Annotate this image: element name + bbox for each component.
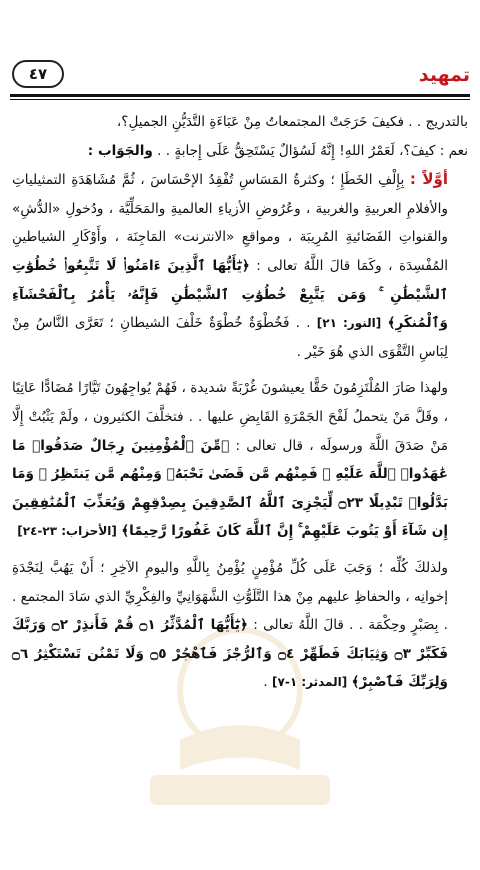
quran-verse-muddaththir: ﴿يَٰٓأَيُّهَا ٱلْمُدَّثِّرُ ۝١ قُمْ فَأَنذِرْ ۝٢ وَرَبَّكَ فَكَبِّرْ ۝٣ وَثِيَابَكَ فَطَهِّرْ ۝٤ وَٱلرُّجْزَ فَٱهْجُرْ ۝٥ وَلَا تَمْنُن تَسْتَكْثِرُ ۝٦ وَلِرَبِّكَ فَٱصْبِرْ﴾ [12, 617, 448, 691]
paragraph-1: بالتدريج . . فكيفَ خَرَجَتْ المجتمعاتُ مِنْ عَبَاءَةِ التَّدَيُّنِ الجميلِ؟، [116, 114, 468, 130]
header-rule-thick [10, 94, 470, 97]
verse-reference-muddaththir: [المدثر: ١-٧] [272, 675, 348, 690]
quran-verse-nur: ﴿يَٰٓأَيُّهَا ٱلَّذِينَ ءَامَنُوا۟ لَا تَتَّبِعُوا۟ خُطُوَٰتِ ٱلشَّيْطَٰنِ ۚ وَمَن يَتَّبِعْ خُطُوَٰتِ ٱلشَّيْطَٰنِ فَإِنَّهُۥ يَأْمُرُ بِٱلْفَحْشَآءِ وَٱلْمُنكَرِ﴾ [12, 257, 448, 332]
page-number: ٤٧ [12, 60, 64, 88]
paragraph-5: ولذلكَ كُلِّه ؛ وَجَبَ عَلَى كُلِّ مُؤْمِنٍ يُؤْمِنُ بِاللَّهِ واليومِ الآخِرِ ؛ أَنْ يَهُبَّ لِنَجْدَةِ إخوانِه ، والحفاظِ عليهم مِنْ هذا التَّلَوُّثِ الشَّهَوَانِيِّ والفِكْرِيِّ الذي سَادَ المجتمع . . بِصَبْرٍ وحِكْمَة . . قالَ اللَّهُ تعالى : ﴿يَٰٓأَيُّهَا ٱلْمُدَّثِّرُ ۝١ قُمْ فَأَنذِرْ ۝٢ وَرَبَّكَ فَكَبِّرْ ۝٣ وَثِيَابَكَ فَطَهِّرْ ۝٤ وَٱلرُّجْزَ فَٱهْجُرْ ۝٥ وَلَا تَمْنُن تَسْتَكْثِرُ ۝٦ وَلِرَبِّكَ فَٱصْبِرْ﴾ [المدثر: ١-٧] . [12, 559, 448, 691]
paragraph-3: أوَّلاً : بِإِلْفِ الخَطَإِ ؛ وكثرةُ المَسَاسِ تُفْقِدُ الإحْسَاسَ ، ثُمَّ مُشَاهَدَةِ التمثيلياتِ والأفلامِ العربيةِ والغربية ، وعُرُوضِ الأزياءِ العالميةِ والمَحَلِّيَّة ، ودُخولِ «الدُّشِ» والقنواتِ الفَضَائيةِ المُرِيبَة ، ومواقعِ «الانترنت» المَاجِنَة ، وأَوْكَارِ الشياطينِ المُفْسِدَة ، وكَمَا قالَ اللَّهُ تعالى : ﴿يَٰٓأَيُّهَا ٱلَّذِينَ ءَامَنُوا۟ لَا تَتَّبِعُوا۟ خُطُوَٰتِ ٱلشَّيْطَٰنِ ۚ وَمَن يَتَّبِعْ خُطُوَٰتِ ٱلشَّيْطَٰنِ فَإِنَّهُۥ يَأْمُرُ بِٱلْفَحْشَآءِ وَٱلْمُنكَرِ﴾ [النور: ٢١] . . فَخُطْوَةٌ خُطْوَةٌ خَلْفَ الشيطانِ ؛ تَعَرَّى النَّاسُ مِنْ لِبَاسِ التَّقْوَى الذي هُوَ خَيْر . [12, 170, 448, 360]
chapter-title: تمهيد [418, 64, 470, 86]
page-body [12, 108, 468, 697]
header-rule-thin [10, 99, 470, 100]
paragraph-2: نعم : كيفَ؟، لَعَمْرُ اللهِ! إِنَّهُ لَسُؤالٌ يَسْتَحِقُّ عَلَى إِجابةٍ . . والجَوَاب : [87, 142, 468, 159]
first-point-label: أوَّلاً : [409, 170, 448, 189]
verse-reference-nur: [النور: ٢١] [316, 316, 382, 331]
page-header [10, 58, 470, 96]
verse-reference-ahzab: [الأحزاب: ٢٣-٢٤] [17, 524, 117, 539]
paragraph-4: ولهذا صَارَ المُلْتَزِمُونَ حَقًّا يعيشونَ غُرْبَةً شديدة ، فَهُمْ يُواجِهُونَ تَيَّارًا مُضَادًّا عَاتِيًا ، وقَلَّ مَنْ يتحملُ لَفْحَ الجَمْرَةِ القَابِضِ عليها . . فتخلَّفَ الكثيرون ، ولَمْ يَثْبُتْ إِلَّا مَنْ صَدَقَ اللَّهَ ورسولَه ، قال تعالى : ﴿مِّنَ ٱلْمُؤْمِنِينَ رِجَالٌ صَدَقُوا۟ مَا عَٰهَدُوا۟ ٱللَّهَ عَلَيْهِ ۖ فَمِنْهُم مَّن قَضَىٰ نَحْبَهُۥ وَمِنْهُم مَّن يَنتَظِرُ ۖ وَمَا بَدَّلُوا۟ تَبْدِيلًا ۝٢٣ لِّيَجْزِىَ ٱللَّهُ ٱلصَّٰدِقِينَ بِصِدْقِهِمْ وَيُعَذِّبَ ٱلْمُنَٰفِقِينَ إِن شَآءَ أَوْ يَتُوبَ عَلَيْهِمْ ۚ إِنَّ ٱللَّهَ كَانَ غَفُورًا رَّحِيمًا﴾ [الأحزاب: ٢٣-٢٤] [12, 380, 448, 540]
quran-verse-ahzab: ﴿مِّنَ ٱلْمُؤْمِنِينَ رِجَالٌ صَدَقُوا۟ مَا عَٰهَدُوا۟ ٱللَّهَ عَلَيْهِ ۖ فَمِنْهُم مَّن قَضَىٰ نَحْبَهُۥ وَمِنْهُم مَّن يَنتَظِرُ ۖ وَمَا بَدَّلُوا۟ تَبْدِيلًا ۝٢٣ لِّيَجْزِىَ ٱللَّهُ ٱلصَّٰدِقِينَ بِصِدْقِهِمْ وَيُعَذِّبَ ٱلْمُنَٰفِقِينَ إِن شَآءَ أَوْ يَتُوبَ عَلَيْهِمْ ۚ إِنَّ ٱللَّهَ كَانَ غَفُورًا رَّحِيمًا﴾ [12, 437, 448, 540]
answer-label: والجَوَاب : [87, 142, 153, 159]
